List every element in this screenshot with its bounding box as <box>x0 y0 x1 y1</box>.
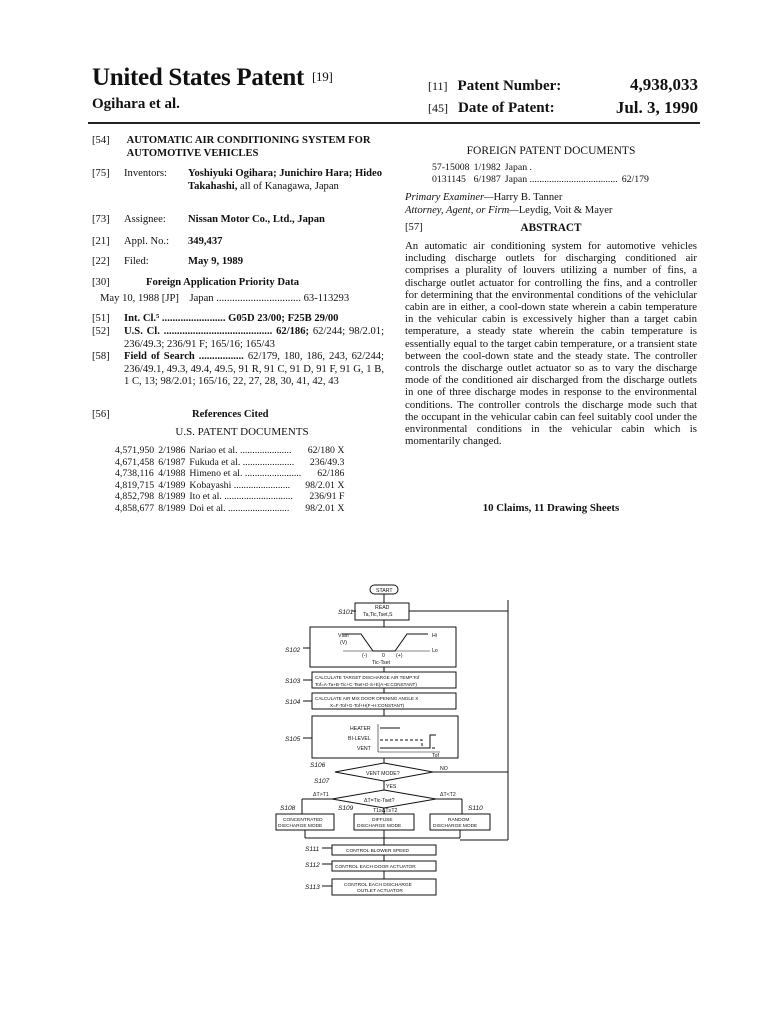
fc-s111-label: S111 <box>305 846 320 853</box>
fc-vent: VENT <box>357 746 371 752</box>
fc-vfan-unit: (V) <box>340 640 347 646</box>
primary-examiner: Primary Examiner—Harry B. Tanner <box>405 192 563 203</box>
foreign-ref-cell: 6/1987 <box>473 173 501 185</box>
int-cl-value: G05D 23/00; F25B 29/00 <box>228 313 339 324</box>
fc-minus: (-) <box>362 653 368 659</box>
fc-hi: Hi <box>432 633 437 639</box>
field-52: [52] U.S. Cl. ......................................... 62/186; 62/244; 98/2.01; 236/49.3; 236/91 F; 165/16; 165/43 <box>92 326 385 350</box>
fc-mode1-a: CONCENTRATED <box>283 818 323 823</box>
us-ref-cell: 2/1986 <box>158 445 186 456</box>
claims-line: 10 Claims, 11 Drawing Sheets <box>482 502 620 514</box>
fc-tof: Tof <box>432 753 439 759</box>
us-ref-cell: 4,571,950 <box>115 445 155 456</box>
us-ref-cell: 62/180 X <box>307 445 345 456</box>
foreign-ref-cell: 62/179 <box>621 173 649 185</box>
fc-cmp-left: ΔT>T1 <box>313 792 329 798</box>
title-code: [19] <box>312 69 333 84</box>
us-ref-cell: 98/2.01 X <box>305 502 345 514</box>
field-57-code: [57] <box>405 222 423 233</box>
us-ref-cell: 62/186 <box>317 468 345 480</box>
us-ref-cell: 8/1989 <box>158 502 186 514</box>
fc-heater: HEATER <box>350 726 371 732</box>
us-ref-cell: Doi et al. ......................... <box>189 502 290 514</box>
references-heading: References Cited <box>192 409 269 420</box>
field-73-label: [73] Assignee: <box>92 214 166 225</box>
us-ref-cell: Nariao et al. ..................... <box>189 445 292 456</box>
us-ref-cell: 6/1987 <box>158 456 186 468</box>
fc-no: NO <box>440 766 448 772</box>
fc-start: START <box>376 588 393 594</box>
filed-date: May 9, 1989 <box>188 256 244 267</box>
fc-zero: 0 <box>382 653 385 659</box>
fc-cmp-bottom: T1≥ΔT≥T2 <box>373 808 398 814</box>
fc-s113-label: S113 <box>305 884 320 891</box>
date-label: [45] Date of Patent: <box>428 100 555 116</box>
fc-mode2-a: DIFFUSE <box>372 818 393 823</box>
patent-date: Jul. 3, 1990 <box>615 98 698 117</box>
foreign-ref-cell: Japan . <box>504 162 532 173</box>
search-fields: 62/179, 180, 186, 243, 62/244; 236/49.1, 49.3, 49.4, 49.5, 91 R, 91 C, 91 D, 91 F, 91 G, 1 B, 1 C, 13; 98/2.01; 165/16, 22, 27, 28, 30, 41, 42, 43 <box>124 351 384 387</box>
fc-axis-label: Tic-Tset <box>372 660 390 666</box>
patent-number-label: [11] Patent Number: <box>428 78 562 94</box>
fc-read-title: READ <box>375 605 390 611</box>
fc-s107-label: S107 <box>314 778 330 785</box>
inventor-short: Ogihara et al. <box>92 96 180 112</box>
foreign-heading: FOREIGN PATENT DOCUMENTS <box>466 145 636 157</box>
field-51: [51] Int. Cl.⁵ ........................ G05D 23/00; F25B 29/00 <box>92 313 339 324</box>
fc-s103-line1: CALCULATE TARGET DISCHARGE AIR TEMP.Tof <box>315 675 420 680</box>
fc-yes: YES <box>386 784 397 790</box>
attorney: Attorney, Agent, or Firm—Leydig, Voit & Mayer <box>405 205 613 216</box>
us-ref-cell: 8/1989 <box>158 491 186 503</box>
us-ref-cell: 4,858,677 <box>115 502 155 514</box>
us-ref-cell: Himeno et al. ....................... <box>189 468 302 480</box>
us-cl-value: 62/244; 98/2.01; 236/49.3; 236/91 F; 165/16; 165/43 <box>124 326 385 350</box>
fc-cmp-mid: ΔT=Tic-Tset? <box>364 798 395 804</box>
fc-s101-label: S101 <box>338 609 354 616</box>
fc-s113-line2: OUTLET ACTUATOR <box>357 889 403 894</box>
us-ref-cell: Ito et al. ............................ <box>189 491 293 503</box>
field-56: [56] References Cited <box>92 409 269 420</box>
us-ref-cell: 4/1989 <box>158 479 186 491</box>
fc-s109-label: S109 <box>338 805 354 812</box>
fc-mode3-a: RANDOM <box>448 818 470 823</box>
foreign-ref-cell: 0131145 <box>432 173 466 185</box>
fc-cmp-right: ΔT<T2 <box>440 792 456 798</box>
us-ref-cell: 236/49.3 <box>309 456 345 468</box>
fc-s103-label: S103 <box>285 678 301 685</box>
us-ref-cell: 4,819,715 <box>115 479 155 491</box>
foreign-ref-cell: Japan .................................... <box>504 173 618 185</box>
appl-no: 349,437 <box>188 236 223 247</box>
field-22-label: [22] Filed: <box>92 256 149 267</box>
foreign-ref-cell: 1/1982 <box>473 162 501 173</box>
us-ref-cell: 4,852,798 <box>115 491 155 503</box>
fc-vfan: Vfan <box>338 633 349 639</box>
us-ref-cell: 98/2.01 X <box>305 479 345 491</box>
abstract-heading: ABSTRACT <box>520 222 582 234</box>
abstract-text: An automatic air conditioning system for automotive vehicles including discharge outlets for discharging conditioned air comprises a plurality of louvers utilizing a number of fins, a discharge outlet actuator for controlling the fins, and a controller for determining that the environmental conditions of the vehiclular cabin are in either, a cool-down state wherein a cabin temperature in the vehicular cabin is excessively higher than a target cabin temperature, a steady state wherein the cabin temperature is essentially equal to the target cabin temperature, or a transient state between the cool-down state and the steady state. The controller controls the discharge outlet actuator so as to vary the discharge mode of the conditioned air discharged from the discharge outlets in one of three discharge modes in response to the environmental conditions. The controller controls the discharge mode such that the occupant in the vehicular cabin can feel suitably cool under the environmental conditions in the vehicular cabin which is momentarily changed. <box>405 240 697 448</box>
us-ref-cell: Kobayashi ....................... <box>189 479 291 491</box>
field-30: [30] Foreign Application Priority Data <box>92 277 300 288</box>
fc-plus: (+) <box>396 653 403 659</box>
fc-s111-text: CONTROL BLOWER SPEED <box>346 849 409 854</box>
fc-mode2-b: DISCHARGE MODE <box>357 824 402 829</box>
field-58: [58] Field of Search ................. 62/179, 180, 186, 243, 62/244; 236/49.1, 49.3, 49.4, 49.5, 91 R, 91 C, 91 D, 91 F, 91 G, 1 B, 1 C, 13; 98/2.01; 165/16, 22, 27, 28, 30, 41, 42, 43 <box>92 351 384 387</box>
fc-s113-line1: CONTROL EACH DISCHARGE <box>344 883 412 888</box>
fc-s108-label: S108 <box>280 805 296 812</box>
fc-s106-label: S106 <box>310 762 326 769</box>
us-ref-cell: 4/1988 <box>158 468 186 480</box>
us-cl-main: 62/186; <box>276 326 310 337</box>
assignee: Nissan Motor Co., Ltd., Japan <box>188 214 325 225</box>
fc-s105-label: S105 <box>285 736 301 743</box>
fc-s112-label: S112 <box>305 862 320 869</box>
fc-s102-label: S102 <box>285 647 301 654</box>
priority-row: May 10, 1988 [JP] Japan ................................ 63-113293 <box>100 293 350 304</box>
fc-s110-label: S110 <box>468 805 483 812</box>
invention-title: AUTOMATIC AIR CONDITIONING SYSTEM FOR AUTOMOTIVE VEHICLES <box>126 135 371 159</box>
fc-vent-mode: VENT MODE? <box>366 771 400 777</box>
us-ref-cell: Fukuda et al. ..................... <box>189 456 295 468</box>
fc-mode3-b: DISCHARGE MODE <box>433 824 478 829</box>
fc-lo: Lo <box>432 648 438 654</box>
fc-s104-line1: CALCULATE AIR MIX DOOR OPENING ANGLE X <box>315 696 419 701</box>
inventors: Yoshiyuki Ogihara; Junichiro Hara; Hideo Takahashi, all of Kanagawa, Japan <box>188 168 383 192</box>
us-ref-cell: 4,671,458 <box>115 456 155 468</box>
us-ref-cell: 236/91 F <box>309 491 345 503</box>
field-21-label: [21] Appl. No.: <box>92 236 170 247</box>
field-54: [54] AUTOMATIC AIR CONDITIONING SYSTEM FOR AUTOMOTIVE VEHICLES <box>92 135 392 160</box>
us-ref-cell: 4,738,116 <box>115 468 154 480</box>
fc-fan-curve <box>343 634 428 651</box>
fc-mode1-b: DISCHARGE MODE <box>278 824 323 829</box>
foreign-ref-cell: 57-15008 <box>432 162 470 173</box>
patent-title: United States Patent [19] <box>92 64 333 91</box>
fc-bilevel: BI-LEVEL <box>348 736 371 742</box>
fc-s104-label: S104 <box>285 699 301 706</box>
fc-s103-line2: Tof=A·Ta+B·Tic+C·Tset+D·S+E(A~E:CONSTANT) <box>315 682 417 687</box>
priority-heading: Foreign Application Priority Data <box>146 277 300 288</box>
fc-read-vars: Ta,Tic,Tset,S <box>363 612 393 618</box>
patent-number: 4,938,033 <box>630 75 698 94</box>
us-patent-heading: U.S. PATENT DOCUMENTS <box>175 426 309 438</box>
field-75-label: [75] Inventors: <box>92 168 167 179</box>
fc-s104-line2: X=F·Tof+G·Tof+H(F~H:CONSTANT) <box>330 703 405 708</box>
fc-s112-text: CONTROL EACH DOOR ACTUATOR <box>335 865 416 870</box>
